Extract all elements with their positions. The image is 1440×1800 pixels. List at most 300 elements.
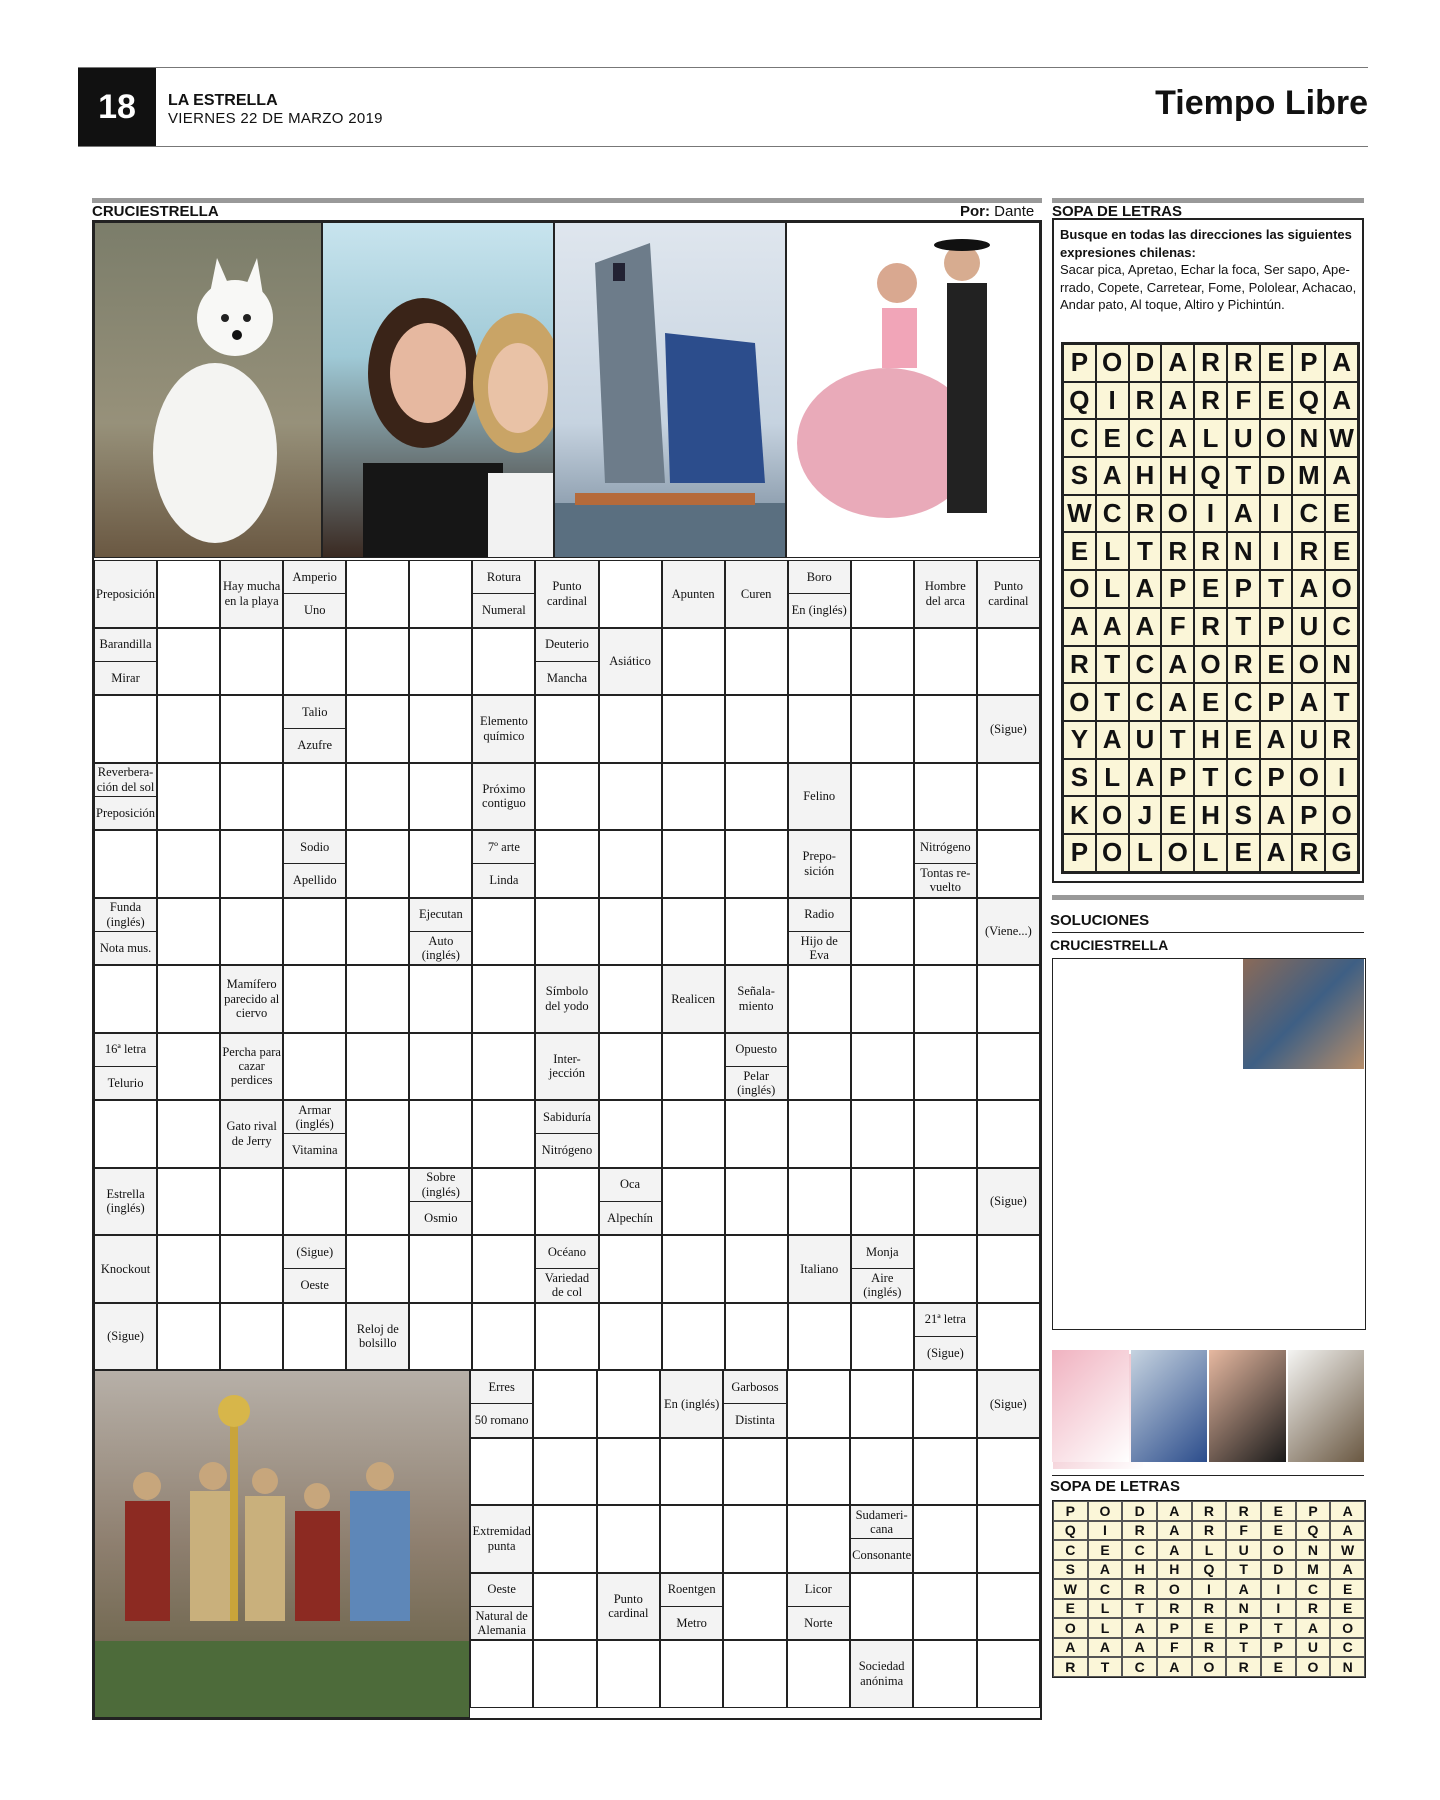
answer-cell [788, 965, 851, 1033]
clue-cell [472, 763, 535, 831]
solution-letter-cell: R [1296, 1599, 1331, 1619]
clue-cell [94, 763, 157, 831]
clue-cell [472, 560, 535, 628]
answer-cell [725, 1100, 788, 1168]
clue-text: Símbolo del yodo [545, 984, 589, 1013]
solution-letter-cell: I [1088, 1521, 1123, 1541]
solution-letter-cell: P [1053, 1501, 1088, 1521]
clue-cell [535, 628, 598, 696]
letter-cell: O [1063, 683, 1096, 721]
grid-row [470, 1573, 1040, 1641]
answer-cell [725, 1303, 788, 1371]
solution-letter-cell: E [1192, 1618, 1227, 1638]
grid-row [470, 1505, 1040, 1573]
solutions-sopa-title: SOPA DE LETRAS [1050, 1478, 1181, 1495]
solution-letter-cell: A [1157, 1540, 1192, 1560]
answer-cell [597, 1640, 660, 1708]
grid-row [470, 1640, 1040, 1708]
clue-cell [914, 560, 977, 628]
solution-letter-cell: R [1122, 1579, 1157, 1599]
answer-cell [472, 965, 535, 1033]
answer-cell [94, 1100, 157, 1168]
answer-cell [914, 1100, 977, 1168]
answer-cell [346, 830, 409, 898]
answer-cell [723, 1438, 786, 1506]
letter-cell: O [1325, 796, 1358, 834]
solution-letter-cell: O [1088, 1501, 1123, 1521]
letter-cell: A [1063, 608, 1096, 646]
answer-cell [346, 898, 409, 966]
clue-text: (Sigue) [107, 1329, 144, 1344]
solution-letter-cell: R [1226, 1657, 1261, 1677]
answer-cell [157, 1100, 220, 1168]
clue-text: Preposición [96, 586, 156, 601]
letter-cell: I [1194, 495, 1227, 533]
clue-text: Curen [740, 586, 772, 601]
letter-cell: R [1194, 608, 1227, 646]
answer-cell [788, 1033, 851, 1101]
letter-cell: Y [1063, 721, 1096, 759]
answer-cell [94, 965, 157, 1033]
sopa-word-list: Sacar pica, Apretao, Echar la foca, Ser sapo, Ape-rrado, Copete, Carretear, Fome, Pololear, Achacao, Andar pato, Al toque, Altiro y Pichintún. [1060, 262, 1357, 313]
clue-text: 21ª letra [924, 1312, 966, 1327]
answer-cell [409, 830, 472, 898]
header-bottom-rule [78, 146, 1368, 147]
answer-cell [535, 1168, 598, 1236]
clue-text: Sabiduría [543, 1109, 591, 1124]
clue-text: Auto (inglés) [410, 931, 471, 964]
letter-cell: E [1325, 495, 1358, 533]
grid-row [94, 965, 1040, 1033]
answer-cell [662, 1033, 725, 1101]
answer-cell [346, 628, 409, 696]
answer-cell [977, 1438, 1040, 1506]
letter-cell: Q [1194, 457, 1227, 495]
letter-cell: T [1260, 570, 1293, 608]
clue-text: Prepo-sición [802, 849, 836, 878]
clue-cell [283, 560, 346, 628]
clue-cell [535, 965, 598, 1033]
dancers-illustration [787, 223, 1040, 558]
clue-cell [850, 1640, 913, 1708]
letter-cell: O [1260, 419, 1293, 457]
solution-letter-cell: T [1261, 1618, 1296, 1638]
answer-cell [220, 1168, 283, 1236]
clue-cell [788, 898, 851, 966]
letter-cell: P [1292, 344, 1325, 382]
solution-letter-cell: I [1261, 1599, 1296, 1619]
solution-letter-cell: W [1053, 1579, 1088, 1599]
letter-cell: A [1161, 646, 1194, 684]
solution-letter-cell: D [1122, 1501, 1157, 1521]
grid-row [94, 1303, 1040, 1371]
letter-cell: R [1227, 344, 1260, 382]
clue-cell [94, 1033, 157, 1101]
clue-cell [535, 1033, 598, 1101]
solution-letter-cell: L [1088, 1599, 1123, 1619]
by-label: Por: [960, 203, 990, 220]
solution-roman-thumb [1243, 959, 1364, 1069]
answer-cell [470, 1640, 533, 1708]
letter-cell: E [1227, 834, 1260, 872]
answer-cell [346, 1100, 409, 1168]
solution-letter-cell: S [1053, 1560, 1088, 1580]
answer-cell [725, 628, 788, 696]
answer-cell [662, 1303, 725, 1371]
clue-text: Mamífero parecido al ciervo [224, 977, 280, 1020]
solution-letter-cell: U [1296, 1638, 1331, 1658]
answer-cell [723, 1505, 786, 1573]
clue-cell [94, 898, 157, 966]
answer-cell [723, 1573, 786, 1641]
clue-cell [472, 695, 535, 763]
grid-row [94, 830, 1040, 898]
clue-cell [94, 1303, 157, 1371]
answer-cell [851, 1168, 914, 1236]
clue-text: Radio [804, 907, 835, 922]
clue-cell [977, 560, 1040, 628]
answer-cell [599, 830, 662, 898]
solution-letter-cell: E [1261, 1657, 1296, 1677]
letter-cell: O [1096, 344, 1129, 382]
answer-cell [977, 1303, 1040, 1371]
clue-text: Monja [865, 1244, 899, 1259]
clue-text: Licor [804, 1582, 832, 1597]
solution-letter-cell: L [1192, 1540, 1227, 1560]
solution-letter-cell: Q [1192, 1560, 1227, 1580]
answer-cell [913, 1573, 976, 1641]
answer-cell [788, 1168, 851, 1236]
solution-letter-cell: A [1226, 1579, 1261, 1599]
crossword-board [92, 220, 1042, 1720]
letter-cell: O [1292, 646, 1325, 684]
letter-cell: O [1194, 646, 1227, 684]
clue-cell [788, 560, 851, 628]
answer-cell [346, 695, 409, 763]
clue-text: Linda [473, 863, 534, 896]
clue-text: Rotura [486, 569, 521, 584]
letter-cell: R [1161, 532, 1194, 570]
answer-cell [788, 1100, 851, 1168]
clue-cell [725, 965, 788, 1033]
letter-cell: C [1129, 646, 1162, 684]
clue-text: Oeste [487, 1582, 516, 1597]
clue-text: Funda (inglés) [106, 900, 145, 929]
solution-letter-cell: R [1226, 1501, 1261, 1521]
answer-cell [157, 1303, 220, 1371]
letter-cell: O [1063, 570, 1096, 608]
answer-cell [914, 1033, 977, 1101]
two-women-photo [322, 222, 554, 558]
clue-text: Estrella (inglés) [106, 1186, 145, 1216]
letter-cell: P [1063, 344, 1096, 382]
letter-cell: C [1325, 608, 1358, 646]
solution-letter-cell: W [1330, 1540, 1365, 1560]
letter-cell: C [1096, 495, 1129, 533]
clue-cell [597, 1573, 660, 1641]
solutions-sopa-rule [1052, 1475, 1364, 1476]
answer-cell [535, 695, 598, 763]
letter-cell: R [1194, 382, 1227, 420]
solution-letter-cell: N [1226, 1599, 1261, 1619]
crossword-top-bar [92, 198, 1042, 203]
grid-row [94, 1100, 1040, 1168]
answer-cell [914, 965, 977, 1033]
letter-cell: R [1292, 834, 1325, 872]
letter-cell: S [1063, 759, 1096, 797]
clue-text: Gato rival de Jerry [226, 1119, 277, 1148]
women-illustration [323, 223, 554, 558]
answer-cell [597, 1505, 660, 1573]
issue-date: VIERNES 22 DE MARZO 2019 [168, 110, 383, 127]
bottom-grid [470, 1370, 1040, 1708]
clue-cell [851, 1235, 914, 1303]
clue-text: Sobre (inglés) [421, 1170, 460, 1199]
letter-cell: R [1325, 721, 1358, 759]
clue-cell [977, 695, 1040, 763]
answer-cell [851, 560, 914, 628]
letter-cell: I [1325, 759, 1358, 797]
answer-cell [914, 1168, 977, 1236]
clue-text: Elemento químico [479, 714, 528, 743]
letter-cell: P [1260, 683, 1293, 721]
clue-text: Roentgen [667, 1582, 716, 1597]
clue-cell [599, 628, 662, 696]
letter-cell: T [1096, 646, 1129, 684]
clue-text: Reverbera-ción del sol [96, 765, 155, 794]
clue-text: Azufre [284, 728, 345, 761]
solution-letter-cell: O [1157, 1579, 1192, 1599]
answer-cell [533, 1505, 596, 1573]
letter-cell: H [1194, 721, 1227, 759]
sopa-grid [1061, 342, 1360, 874]
clue-text: Preposición [95, 796, 156, 829]
letter-cell: U [1129, 721, 1162, 759]
answer-cell [535, 830, 598, 898]
letter-cell: C [1292, 495, 1325, 533]
solution-letter-cell: R [1192, 1599, 1227, 1619]
clue-cell [977, 1370, 1040, 1438]
answer-cell [220, 1303, 283, 1371]
letter-cell: R [1194, 344, 1227, 382]
clue-text: Punto cardinal [988, 579, 1029, 608]
answer-cell [409, 1033, 472, 1101]
clue-cell [788, 1235, 851, 1303]
sopa-instruction-bold: Busque en todas las direcciones las siguientes expresiones chilenas: [1060, 227, 1352, 260]
solution-letter-cell: I [1261, 1579, 1296, 1599]
answer-cell [851, 695, 914, 763]
solution-letter-cell: C [1296, 1579, 1331, 1599]
solution-letter-cell: T [1088, 1657, 1123, 1677]
clue-text: Amperio [292, 569, 337, 584]
answer-cell [599, 1303, 662, 1371]
answer-cell [535, 1303, 598, 1371]
letter-cell: O [1292, 759, 1325, 797]
solutions-rule [1052, 932, 1364, 933]
solution-letter-cell: N [1330, 1657, 1365, 1677]
solution-letter-cell: L [1088, 1618, 1123, 1638]
grid-row [94, 1168, 1040, 1236]
answer-cell [662, 695, 725, 763]
clue-text: Mancha [536, 661, 597, 694]
answer-cell [662, 898, 725, 966]
answer-cell [977, 1033, 1040, 1101]
answer-cell [660, 1640, 723, 1708]
clue-text: Distinta [724, 1403, 785, 1436]
solution-letter-cell: E [1330, 1579, 1365, 1599]
thumb-women [1209, 1350, 1286, 1462]
clue-text: Oca [619, 1177, 641, 1192]
answer-cell [346, 965, 409, 1033]
page-number: 18 [78, 68, 156, 147]
clue-cell [662, 965, 725, 1033]
clue-cell [94, 560, 157, 628]
answer-cell [977, 1573, 1040, 1641]
dancers-photo [786, 222, 1040, 558]
letter-cell: T [1325, 683, 1358, 721]
answer-cell [788, 695, 851, 763]
answer-cell [851, 1100, 914, 1168]
clue-text: Oeste [284, 1268, 345, 1301]
answer-cell [597, 1370, 660, 1438]
crossword-byline [960, 203, 1034, 220]
answer-cell [157, 830, 220, 898]
letter-cell: A [1161, 419, 1194, 457]
clue-cell [977, 1168, 1040, 1236]
answer-cell [157, 695, 220, 763]
clue-text: Señala-miento [737, 984, 775, 1013]
answer-cell [660, 1438, 723, 1506]
answer-cell [346, 1168, 409, 1236]
solution-sopa-grid [1052, 1500, 1366, 1678]
letter-cell: E [1063, 532, 1096, 570]
clue-text: Punto cardinal [546, 579, 588, 608]
solution-letter-cell: C [1330, 1638, 1365, 1658]
solution-letter-cell: E [1088, 1540, 1123, 1560]
clue-cell [850, 1505, 913, 1573]
clue-text: (Sigue) [915, 1336, 976, 1369]
letter-cell: T [1227, 608, 1260, 646]
solution-letter-cell: O [1296, 1657, 1331, 1677]
clue-cell [470, 1573, 533, 1641]
answer-cell [787, 1505, 850, 1573]
clue-text: Extremidad punta [472, 1524, 531, 1553]
clue-text: En (inglés) [789, 593, 850, 626]
answer-cell [157, 898, 220, 966]
answer-cell [157, 628, 220, 696]
answer-cell [787, 1640, 850, 1708]
letter-cell: K [1063, 796, 1096, 834]
answer-cell [787, 1438, 850, 1506]
letter-cell: N [1325, 646, 1358, 684]
clue-text: Tontas re-vuelto [915, 863, 976, 896]
section-title: Tiempo Libre [1155, 84, 1368, 122]
answer-cell [599, 898, 662, 966]
letter-cell: E [1227, 721, 1260, 759]
answer-cell [662, 1168, 725, 1236]
solution-letter-cell: F [1226, 1521, 1261, 1541]
clue-text: Sodio [300, 839, 330, 854]
letter-cell: G [1325, 834, 1358, 872]
answer-cell [599, 560, 662, 628]
answer-cell [788, 628, 851, 696]
clue-text: (Viene...) [985, 924, 1032, 939]
answer-cell [157, 763, 220, 831]
answer-cell [220, 628, 283, 696]
answer-cell [851, 763, 914, 831]
solution-letter-cell: P [1157, 1618, 1192, 1638]
clue-cell [977, 898, 1040, 966]
letter-cell: A [1096, 721, 1129, 759]
answer-cell [409, 1235, 472, 1303]
newspaper-name: LA ESTRELLA [168, 92, 278, 109]
clue-cell [470, 1505, 533, 1573]
answer-cell [977, 1640, 1040, 1708]
clue-text: Opuesto [735, 1042, 777, 1057]
clue-cell [725, 560, 788, 628]
solution-letter-cell: R [1157, 1599, 1192, 1619]
answer-cell [725, 695, 788, 763]
answer-cell [94, 695, 157, 763]
answer-cell [913, 1640, 976, 1708]
solution-letter-cell: H [1157, 1560, 1192, 1580]
letter-cell: E [1161, 796, 1194, 834]
solution-letter-cell: Q [1296, 1521, 1331, 1541]
solutions-cruci-title: CRUCIESTRELLA [1050, 937, 1169, 953]
letter-cell: W [1063, 495, 1096, 533]
letter-cell: A [1292, 570, 1325, 608]
clue-cell [788, 830, 851, 898]
solution-letter-cell: A [1122, 1618, 1157, 1638]
letter-cell: E [1260, 382, 1293, 420]
answer-cell [977, 1235, 1040, 1303]
clue-cell [535, 1235, 598, 1303]
answer-cell [157, 1168, 220, 1236]
letter-cell: R [1129, 382, 1162, 420]
clue-cell [283, 1100, 346, 1168]
solution-letter-cell: A [1157, 1501, 1192, 1521]
clue-cell [220, 560, 283, 628]
clue-text: Nota mus. [95, 931, 156, 964]
solution-letter-cell: F [1157, 1638, 1192, 1658]
letter-cell: C [1129, 683, 1162, 721]
letter-cell: P [1260, 759, 1293, 797]
letter-cell: R [1194, 532, 1227, 570]
answer-cell [723, 1640, 786, 1708]
clue-cell [599, 1168, 662, 1236]
author-name: Dante [994, 203, 1035, 220]
answer-cell [409, 628, 472, 696]
answer-cell [850, 1370, 913, 1438]
letter-cell: E [1260, 344, 1293, 382]
clue-cell [723, 1370, 786, 1438]
letter-cell: A [1161, 683, 1194, 721]
solution-letter-cell: P [1261, 1638, 1296, 1658]
solution-thumbnails [1052, 1350, 1364, 1462]
letter-cell: O [1161, 834, 1194, 872]
letter-cell: S [1063, 457, 1096, 495]
answer-cell [914, 763, 977, 831]
clue-text: Variedad de col [536, 1268, 597, 1301]
clue-text: Sociedad anónima [858, 1659, 905, 1688]
clue-cell [662, 560, 725, 628]
clue-cell [220, 1033, 283, 1101]
letter-cell: C [1129, 419, 1162, 457]
clue-cell [220, 965, 283, 1033]
clue-text: 7º arte [487, 839, 520, 854]
letter-cell: E [1260, 646, 1293, 684]
letter-cell: N [1292, 419, 1325, 457]
